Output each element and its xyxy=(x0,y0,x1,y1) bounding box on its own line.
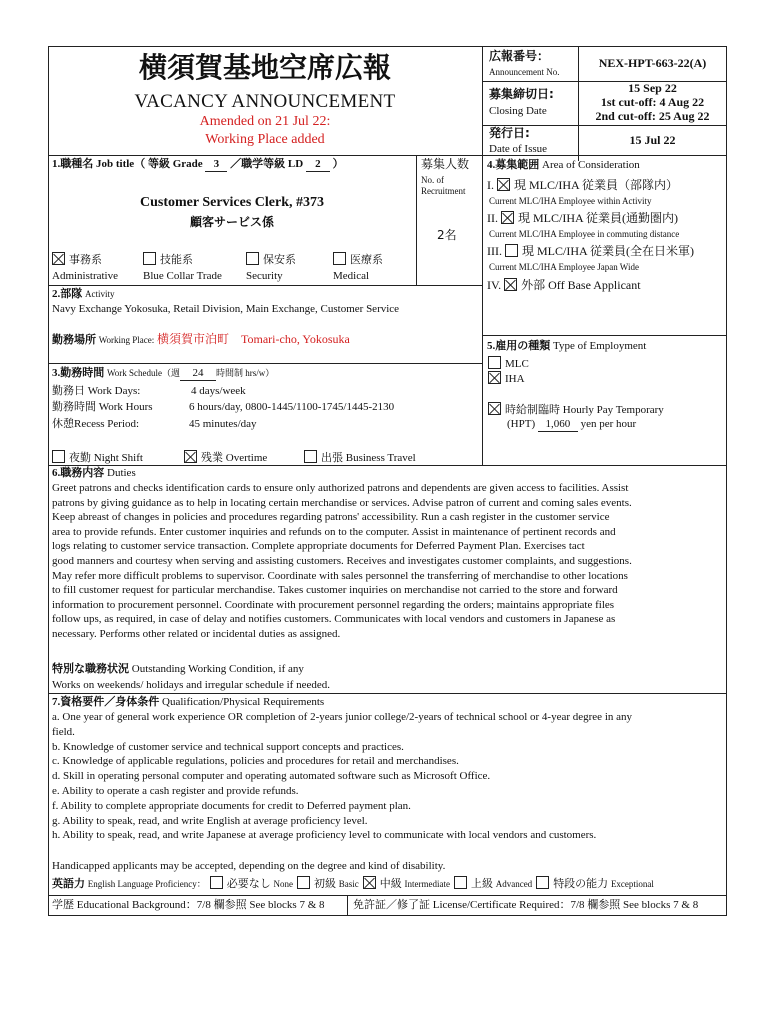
english-label-en: English Language Proficiency： xyxy=(87,879,206,889)
qualification-item: d. Skill in operating personal computer and operating automated software such as Microsoft Office. xyxy=(52,770,491,783)
area-label-jp: 外部 Off Base Applicant xyxy=(521,278,641,292)
category-checkbox[interactable] xyxy=(143,252,156,265)
english-level-checkbox[interactable] xyxy=(297,876,310,889)
work-days-value: 4 days/week xyxy=(191,385,246,397)
schedule-heading xyxy=(52,367,274,381)
category-label-jp: 事務系 xyxy=(69,254,102,266)
english-level-en: Intermediate xyxy=(404,879,450,889)
job-title-label: 1.職種名 Job title（ 等級 Grade xyxy=(52,158,203,170)
area-num: III. xyxy=(487,244,502,258)
working-place-note: Working Place added xyxy=(205,132,325,147)
category-option[interactable] xyxy=(143,252,193,267)
qualification-item: g. Ability to speak, read, and write English at average proficiency level. xyxy=(52,814,368,827)
schedule-option-checkbox[interactable] xyxy=(184,450,197,463)
area-label-en: Area of Consideration xyxy=(542,159,640,171)
hourly-rate: 1,060 xyxy=(538,418,578,432)
english-level-option[interactable] xyxy=(536,878,654,890)
category-option[interactable] xyxy=(246,252,296,267)
duties-line: patrons by giving guidance as to help in locating certain merchandise or services. Advise patron of current and coming sales events. xyxy=(52,496,632,509)
job-title-close: ） xyxy=(332,158,344,170)
employment-heading xyxy=(487,340,646,353)
duties-line: to fill customer request for particular merchandise. Takes customer inquiries on merchandise not carried to the store and forward xyxy=(52,584,618,597)
mlc-checkbox[interactable] xyxy=(488,356,501,369)
category-checkbox[interactable] xyxy=(52,252,65,265)
qualification-item: field. xyxy=(52,725,75,738)
first-cutoff: 1st cut-off: 4 Aug 22 xyxy=(600,95,705,109)
english-level-checkbox[interactable] xyxy=(210,876,223,889)
english-level-jp: 上級 xyxy=(470,878,493,890)
recess-value: 45 minutes/day xyxy=(189,418,257,430)
activity-label-en: Activity xyxy=(85,289,115,299)
workplace-label: 勤務場所 xyxy=(52,334,96,346)
iha-checkbox[interactable] xyxy=(488,371,501,384)
recruit-count: 2名 xyxy=(437,228,457,242)
activity-value: Navy Exchange Yokosuka, Retail Division, Main Exchange, Customer Service xyxy=(52,303,400,315)
area-heading xyxy=(487,159,640,172)
english-level-option[interactable] xyxy=(363,878,450,890)
iha-label: IHA xyxy=(505,373,525,385)
recruit-label-en1: No. of xyxy=(421,175,444,185)
category-label-en: Administrative xyxy=(52,270,118,282)
english-level-option[interactable] xyxy=(454,878,532,890)
area-option[interactable] xyxy=(487,211,678,226)
schedule-option[interactable] xyxy=(304,450,416,465)
english-level-checkbox[interactable] xyxy=(536,876,549,889)
area-checkbox[interactable] xyxy=(497,178,510,191)
duties-line: May refer more difficult problems to supervisor. Coordinate with sales personnel the transferring of merchandise to other locations xyxy=(52,569,628,582)
qualification-item: f. Ability to complete appropriate documents for credit to Deferred payment plan. xyxy=(52,799,411,812)
hline xyxy=(48,465,727,466)
outstanding-value: Works on weekends/ holidays and irregular schedule if needed. xyxy=(52,679,330,691)
grade-separator: ／職学等級 LD xyxy=(230,158,304,170)
outstanding-label-en: Outstanding Working Condition, if any xyxy=(131,663,304,675)
qualifications-heading xyxy=(52,696,324,709)
work-hours-label: 勤務時間 Work Hours xyxy=(52,401,153,413)
duties-line: Greet patrons and checks identification cards to ensure only authorized patrons and dependents are given access to facilities. Assist xyxy=(52,482,629,494)
qualification-item: h. Ability to speak, read, and write Japanese at average proficiency level to communicate with local vendors and customers. xyxy=(52,829,597,842)
schedule-option[interactable] xyxy=(52,450,143,465)
english-label: 英語力 xyxy=(52,878,85,890)
work-hours-value: 6 hours/day, 0800-1445/1100-1745/1445-2130 xyxy=(189,401,395,413)
category-label-en: Medical xyxy=(333,270,370,282)
vline xyxy=(416,155,417,285)
duties-line: Keep abreast of changes in policies and procedures regarding patrons' accessibility. Run a cash register in the customer service xyxy=(52,511,610,524)
english-row xyxy=(52,876,654,891)
outstanding-heading xyxy=(52,663,304,676)
schedule-per: 時間制 hrs/w） xyxy=(216,368,275,378)
recruit-label-en2: Recruitment xyxy=(421,186,466,196)
activity-label: 2.部隊 xyxy=(52,288,83,300)
schedule-option-checkbox[interactable] xyxy=(304,450,317,463)
hline xyxy=(48,363,482,364)
job-title-row xyxy=(52,158,344,172)
schedule-hours: 24 xyxy=(180,367,216,381)
title-en: VACANCY ANNOUNCEMENT xyxy=(134,91,396,112)
qualifications-label: 7.資格要件／身体条件 xyxy=(52,696,160,708)
duties-line: information to procurement personnel. Coordinate with procurement personnel regarding the orders; maintains appropriate files xyxy=(52,598,615,611)
area-label-en: Current MLC/IHA Employee within Activity xyxy=(489,196,652,206)
header-divider xyxy=(482,46,483,161)
english-level-en: None xyxy=(273,879,293,889)
category-option[interactable] xyxy=(52,252,102,267)
area-num: IV. xyxy=(487,278,502,292)
workplace-value: 横須賀市泊町 Tomari-cho, Yokosuka xyxy=(157,332,350,346)
recess-label: 休憩Recess Period: xyxy=(52,418,140,430)
iha-option[interactable] xyxy=(488,371,525,386)
duties-heading xyxy=(52,467,136,480)
handicapped-note: Handicapped applicants may be accepted, depending on the degree and kind of disability. xyxy=(52,860,446,872)
activity-heading xyxy=(52,288,115,301)
yen-label: yen per hour xyxy=(580,418,637,430)
mlc-label: MLC xyxy=(505,358,529,370)
recruit-label-jp: 募集人数 xyxy=(421,157,470,171)
education-field: 学歴 Educational Background：7/8 欄参照 See blocks 7 & 8 xyxy=(52,899,325,911)
hline xyxy=(482,335,727,336)
english-level-en: Advanced xyxy=(495,879,533,889)
area-label-en: Current MLC/IHA Employee Japan Wide xyxy=(489,262,639,272)
area-checkbox[interactable] xyxy=(504,278,517,291)
announcement-label-en: Announcement No. xyxy=(489,67,560,77)
closing-date: 15 Sep 22 xyxy=(628,81,677,95)
vline xyxy=(347,895,348,916)
hpt-label: (HPT) xyxy=(507,418,536,430)
category-checkbox[interactable] xyxy=(246,252,259,265)
schedule-label: 3.勤務時間 xyxy=(52,367,105,379)
workplace-row xyxy=(52,333,350,347)
english-level-jp: 特段の能力 xyxy=(553,878,609,890)
hourly-checkbox[interactable] xyxy=(488,402,501,415)
category-label-jp: 技能系 xyxy=(160,254,193,266)
announcement-number: NEX-HPT-663-22(A) xyxy=(598,56,707,70)
qualification-item: c. Knowledge of applicable regulations, policies and procedures for retail and merchandises. xyxy=(52,755,459,768)
qualifications-label-en: Qualification/Physical Requirements xyxy=(162,696,325,708)
schedule-option[interactable] xyxy=(184,450,267,465)
issue-date: 15 Jul 22 xyxy=(629,133,676,147)
duties-line: follow ups, as required, in case of delay and notifies customers. Communicates with local vendors and customers in Japanese as xyxy=(52,613,616,626)
mlc-option[interactable] xyxy=(488,356,529,371)
category-label-en: Security xyxy=(246,270,283,282)
vline xyxy=(482,155,483,465)
schedule-option-label: 夜勤 Night Shift xyxy=(69,452,143,464)
hpt-row xyxy=(507,418,636,432)
category-checkbox[interactable] xyxy=(333,252,346,265)
employment-label-en: Type of Employment xyxy=(553,340,647,352)
work-days-label: 勤務日 Work Days: xyxy=(52,385,141,397)
qualification-item: e. Ability to operate a cash register and provide refunds. xyxy=(52,785,299,797)
schedule-label-en: Work Schedule（週 xyxy=(107,368,181,378)
english-level-option[interactable] xyxy=(210,878,293,890)
announcement-label-jp: 広報番号： xyxy=(489,49,550,63)
area-option[interactable] xyxy=(487,278,641,293)
second-cutoff: 2nd cut-off: 25 Aug 22 xyxy=(595,109,710,123)
hline xyxy=(48,285,482,286)
category-label-jp: 保安系 xyxy=(263,254,296,266)
qualification-item: a. One year of general work experience OR completion of 2-years junior college/2-years of technical school or 4-year degree in any xyxy=(52,711,633,723)
area-label-jp: 現 MLC/IHA 従業員(全在日米軍) xyxy=(522,244,694,258)
workplace-label-en: Working Place: xyxy=(98,335,155,345)
employment-label: 5.雇用の種類 xyxy=(487,340,551,352)
area-checkbox[interactable] xyxy=(501,211,514,224)
duties-label: 6.職務内容 xyxy=(52,467,105,479)
hline xyxy=(48,693,727,694)
english-level-jp: 初級 xyxy=(313,878,336,890)
schedule-option-label: 出張 Business Travel xyxy=(321,452,416,464)
area-option[interactable] xyxy=(487,178,678,193)
qualification-item: b. Knowledge of customer service and technical support concepts and practices. xyxy=(52,740,404,753)
english-level-jp: 中級 xyxy=(379,878,402,890)
area-option[interactable] xyxy=(487,244,694,259)
closing-label-en: Closing Date xyxy=(489,105,547,117)
english-level-option[interactable] xyxy=(297,878,359,890)
hline xyxy=(48,895,727,896)
area-label-jp: 現 MLC/IHA 従業員（部隊内） xyxy=(514,178,679,192)
job-title: Customer Services Clerk, #373 xyxy=(139,195,325,210)
english-level-checkbox[interactable] xyxy=(454,876,467,889)
area-num: I. xyxy=(487,178,494,192)
hourly-option[interactable] xyxy=(488,402,664,417)
duties-line: good manners and courtesy when serving and assisting customers. Receives and investigates customer complaints, and suggestions. xyxy=(52,555,632,567)
area-checkbox[interactable] xyxy=(505,244,518,257)
english-level-en: Exceptional xyxy=(610,879,654,889)
hourly-label: 時給制臨時 Hourly Pay Temporary xyxy=(505,404,664,416)
issue-label-en: Date of Issue xyxy=(489,143,548,155)
english-level-en: Basic xyxy=(338,879,359,889)
english-level-jp: 必要なし xyxy=(226,878,271,890)
duties-line: logs relating to customer service transaction. Complete appropriate documents for Deferred Payment Plan. Exercises tact xyxy=(52,540,585,553)
category-label-en: Blue Collar Trade xyxy=(143,270,222,282)
amended-note: Amended on 21 Jul 22: xyxy=(199,114,331,129)
license-field: 免許証／修了証 License/Certificate Required：7/8 欄参照 See blocks 7 & 8 xyxy=(353,899,699,911)
job-title-jp: 顧客サービス係 xyxy=(189,215,274,229)
duties-line: necessary. Performs other related or incidental duties as assigned. xyxy=(52,628,341,640)
english-level-checkbox[interactable] xyxy=(363,876,376,889)
outstanding-label: 特別な職務状況 xyxy=(52,663,129,675)
title-jp: 横須賀基地空席広報 xyxy=(138,51,391,84)
issue-label-jp: 発行日: xyxy=(489,126,530,140)
category-label-jp: 医療系 xyxy=(350,254,383,266)
closing-label-jp: 募集締切日: xyxy=(489,87,554,101)
area-num: II. xyxy=(487,211,498,225)
area-label-en: Current MLC/IHA Employee in commuting distance xyxy=(489,229,680,239)
ld-value: 2 xyxy=(306,158,330,172)
category-option[interactable] xyxy=(333,252,383,267)
duties-label-en: Duties xyxy=(107,467,136,479)
schedule-option-checkbox[interactable] xyxy=(52,450,65,463)
area-label-jp: 現 MLC/IHA 従業員(通勤圏内) xyxy=(518,211,678,225)
area-label: 4.募集範囲 xyxy=(487,159,540,171)
schedule-option-label: 残業 Overtime xyxy=(201,452,268,464)
duties-line: area to provide refunds. Enter customer inquiries and refunds on to the computer. Assist in maintenance of pertinent records and xyxy=(52,525,616,538)
grade-value: 3 xyxy=(205,158,227,172)
